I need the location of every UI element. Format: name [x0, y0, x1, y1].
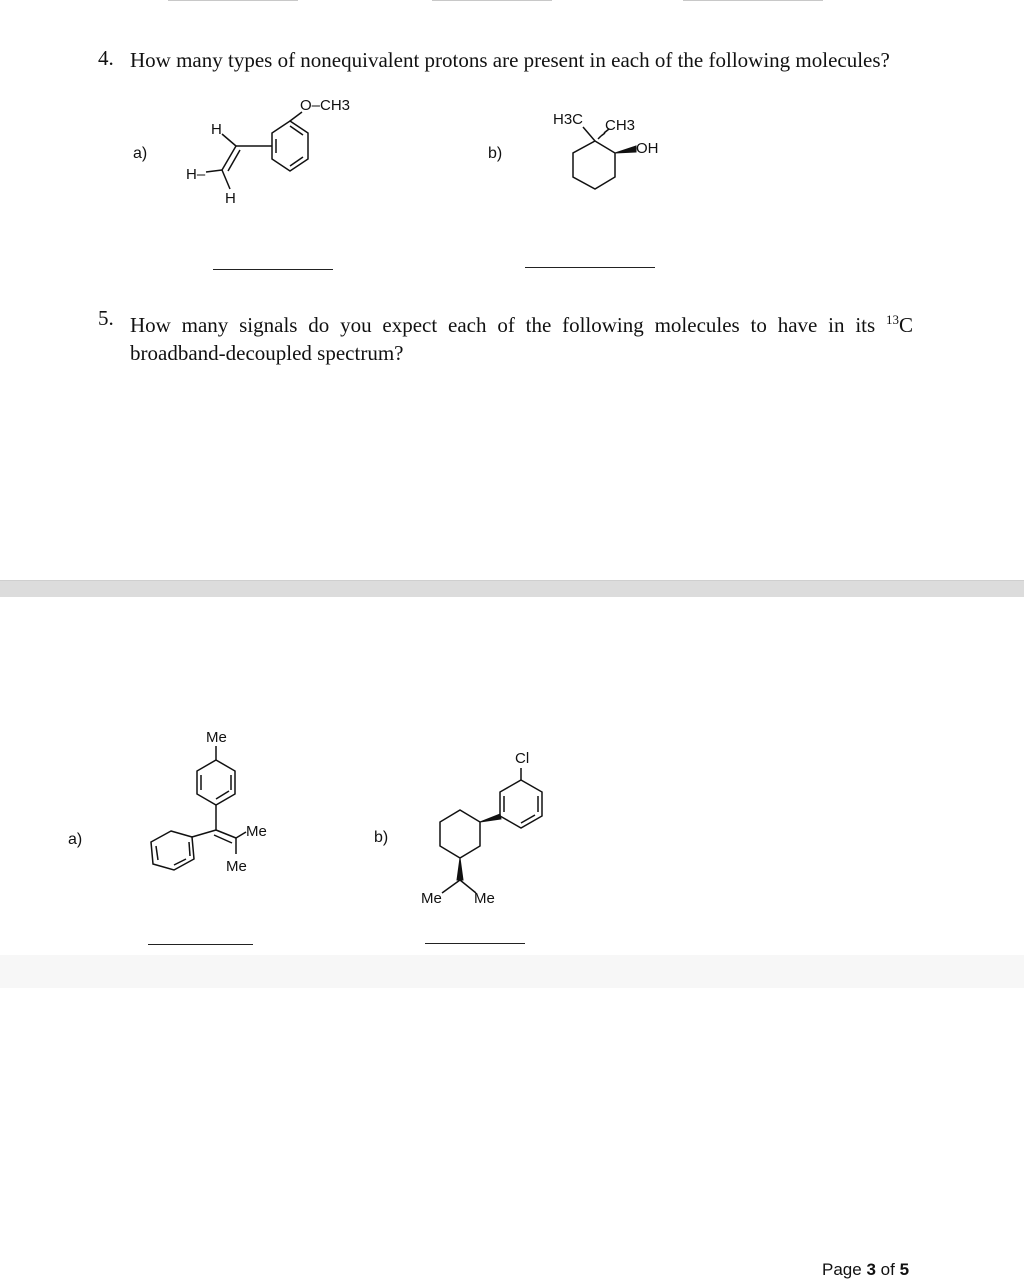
q5-part-b-label: b)	[374, 829, 389, 846]
current-page: 3	[866, 1260, 876, 1279]
me-top-label: Me	[206, 729, 227, 746]
oh-label: OH	[636, 140, 659, 157]
q5a-answer-blank[interactable]	[148, 944, 253, 945]
cl-label: Cl	[515, 750, 530, 767]
cyclohexane-ring	[440, 810, 480, 858]
of-word: of	[880, 1260, 895, 1279]
me-right-label: Me	[246, 823, 267, 840]
vinyl-h-left: H–	[186, 166, 206, 183]
me-right-label: Me	[474, 890, 495, 907]
page-number	[822, 1260, 909, 1280]
wedge-bond-isopropyl	[457, 858, 463, 880]
q5-text-part2: C broadband-decoupled spectrum?	[130, 313, 913, 365]
me-left-label: Me	[421, 890, 442, 907]
q5-text-part1: How many signals do you expect each of the following molecules to have in its	[130, 313, 886, 337]
methoxy-label: O–CH3	[300, 97, 351, 114]
q4-part-b-label: b)	[488, 145, 503, 162]
q4-part-a-label: a)	[133, 145, 148, 162]
vinyl-h-top: H	[211, 121, 222, 138]
q5-superscript: 13	[885, 312, 899, 327]
question-5-number: 5.	[98, 306, 114, 330]
total-pages: 5	[899, 1260, 910, 1279]
question-4-text: How many types of nonequivalent protons are present in each of the following molecules?	[130, 48, 890, 72]
ch3-label: CH3	[605, 117, 636, 134]
page-word: Page	[822, 1260, 862, 1279]
chlorobenzene-ring	[500, 780, 542, 828]
wedge-bond-aryl	[480, 814, 501, 822]
q5b-answer-blank[interactable]	[425, 943, 525, 944]
q5-part-a-label: a)	[68, 831, 83, 848]
h3c-label: H3C	[553, 111, 584, 128]
vinyl-h-bottom: H	[225, 190, 236, 207]
question-4-number: 4.	[98, 46, 114, 70]
me-bottom-label: Me	[226, 858, 247, 875]
page-bottom-shade	[0, 955, 1024, 988]
